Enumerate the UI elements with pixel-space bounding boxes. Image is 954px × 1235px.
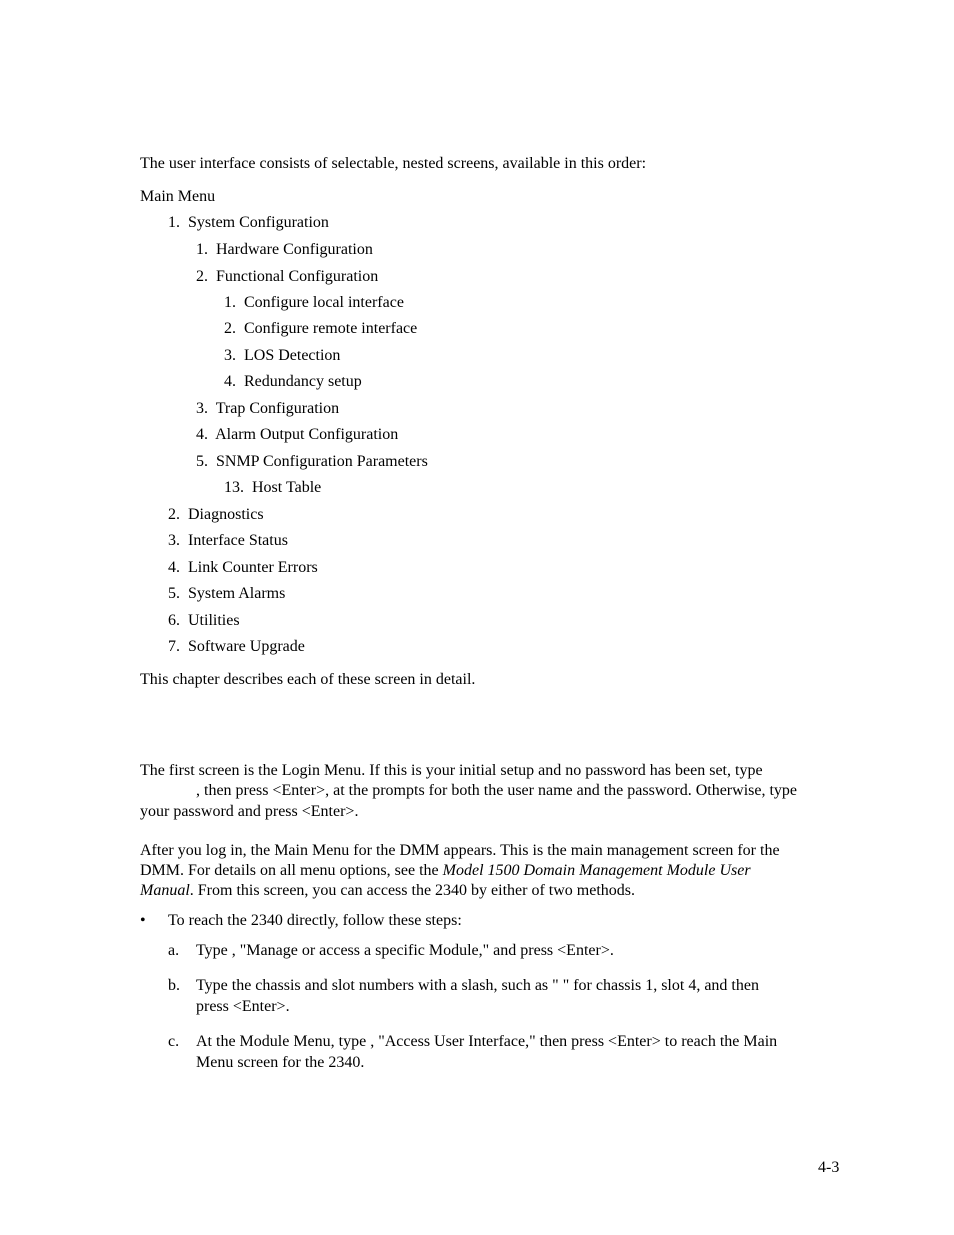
menu-item-number: 3. bbox=[224, 347, 236, 364]
menu-item bbox=[224, 373, 362, 391]
after-login-text: DMM. For details on all menu options, see the bbox=[140, 862, 443, 879]
step-letter: b. bbox=[168, 977, 180, 994]
after-login-text: . From this screen, you can access the 2340 by either of two methods. bbox=[189, 882, 636, 899]
menu-item bbox=[168, 532, 288, 550]
step-text: Type , "Manage or access a specific Module," and press <Enter>. bbox=[196, 942, 614, 959]
bullet-icon: • bbox=[140, 912, 146, 929]
manual-title-text: Model 1500 Domain Management Module User bbox=[442, 862, 751, 879]
menu-item-number: 3. bbox=[196, 400, 208, 417]
menu-item bbox=[224, 479, 321, 497]
menu-item-label: Interface Status bbox=[188, 532, 288, 549]
menu-item-number: 2. bbox=[224, 320, 236, 337]
menu-item bbox=[168, 585, 285, 603]
menu-item-label: Diagnostics bbox=[188, 506, 264, 523]
menu-item bbox=[168, 559, 318, 577]
menu-item-number: 6. bbox=[168, 612, 180, 629]
intro-text: The user interface consists of selectable, nested screens, available in this order: bbox=[140, 155, 647, 172]
menu-item-label: Hardware Configuration bbox=[216, 241, 373, 258]
menu-item bbox=[196, 426, 398, 444]
manual-title-text: Manual bbox=[140, 882, 190, 899]
step-letter: a. bbox=[168, 942, 180, 959]
menu-item-label: SNMP Configuration Parameters bbox=[216, 453, 428, 470]
menu-item-label: LOS Detection bbox=[244, 347, 341, 364]
chapter-note: This chapter describes each of these screen in detail. bbox=[140, 671, 476, 688]
menu-item-number: 1. bbox=[168, 214, 180, 231]
menu-item-number: 5. bbox=[168, 585, 180, 602]
menu-item-number: 3. bbox=[168, 532, 180, 549]
step-text: Menu screen for the 2340. bbox=[196, 1054, 365, 1071]
login-paragraph-line: your password and press <Enter>. bbox=[140, 803, 359, 820]
step-text: press <Enter>. bbox=[196, 998, 290, 1015]
menu-item-number: 4. bbox=[168, 559, 180, 576]
menu-item bbox=[168, 506, 264, 524]
menu-item bbox=[168, 612, 240, 630]
menu-item-label: Configure remote interface bbox=[244, 320, 418, 337]
menu-item-label: Configure local interface bbox=[244, 294, 404, 311]
page-number: 4-3 bbox=[818, 1159, 840, 1176]
menu-item-label: Software Upgrade bbox=[188, 638, 305, 655]
login-paragraph-line: The first screen is the Login Menu. If this is your initial setup and no password has been set, type bbox=[140, 762, 763, 779]
menu-item bbox=[224, 347, 340, 365]
after-login-line bbox=[140, 862, 751, 880]
menu-item-label: Link Counter Errors bbox=[188, 559, 318, 576]
menu-item-number: 13. bbox=[224, 479, 244, 496]
menu-item-number: 2. bbox=[168, 506, 180, 523]
menu-item bbox=[196, 241, 373, 259]
menu-item bbox=[168, 214, 329, 232]
menu-item-label: Utilities bbox=[188, 612, 240, 629]
menu-item-label: System Configuration bbox=[188, 214, 329, 231]
menu-item-number: 5. bbox=[196, 453, 208, 470]
menu-item-label: Redundancy setup bbox=[244, 373, 362, 390]
menu-item bbox=[196, 268, 378, 286]
menu-item-label: Functional Configuration bbox=[216, 268, 379, 285]
menu-item-label: Alarm Output Configuration bbox=[215, 426, 399, 443]
bullet-text: To reach the 2340 directly, follow these steps: bbox=[168, 912, 462, 929]
step-letter: c. bbox=[168, 1033, 180, 1050]
after-login-line: After you log in, the Main Menu for the DMM appears. This is the main management screen for the bbox=[140, 842, 780, 859]
after-login-line bbox=[140, 882, 635, 900]
menu-item bbox=[224, 294, 404, 312]
step-text: Type the chassis and slot numbers with a slash, such as " " for chassis 1, slot 4, and then bbox=[196, 977, 759, 994]
menu-item-number: 4. bbox=[196, 426, 208, 443]
login-paragraph-line: , then press <Enter>, at the prompts for both the user name and the password. Otherwise, type bbox=[196, 782, 798, 799]
menu-item-label: Trap Configuration bbox=[215, 400, 340, 417]
menu-title: Main Menu bbox=[140, 188, 216, 205]
menu-item bbox=[196, 453, 428, 471]
menu-item-label: Host Table bbox=[252, 479, 322, 496]
menu-item-number: 4. bbox=[224, 373, 236, 390]
menu-item-number: 1. bbox=[196, 241, 208, 258]
menu-item bbox=[168, 638, 305, 656]
menu-item-number: 7. bbox=[168, 638, 180, 655]
menu-item bbox=[196, 400, 339, 418]
menu-item-number: 2. bbox=[196, 268, 208, 285]
menu-item-number: 1. bbox=[224, 294, 236, 311]
menu-item bbox=[224, 320, 417, 338]
step-text: At the Module Menu, type , "Access User Interface," then press <Enter> to reach the Main bbox=[196, 1033, 778, 1050]
menu-item-label: System Alarms bbox=[188, 585, 286, 602]
